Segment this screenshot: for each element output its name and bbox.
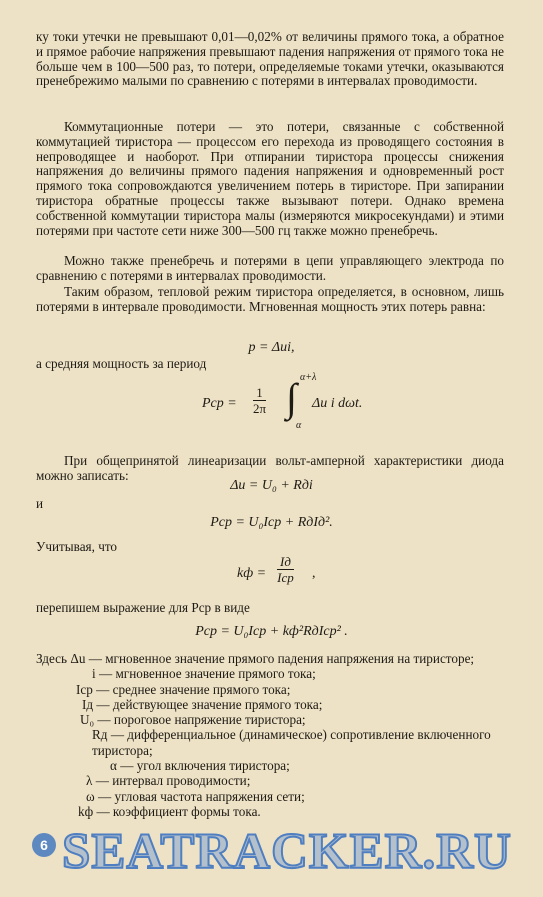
fraction-numerator: 1 (253, 385, 266, 401)
formula-form-factor-fraction (277, 554, 294, 585)
paragraph-rewrite: перепишем выражение для Pср в виде (36, 600, 250, 615)
definition-symbol: i (92, 666, 96, 682)
definition-text: — угловая частота напряжения сети; (97, 788, 305, 804)
definition-text: — коэффициент формы тока. (96, 803, 261, 819)
formula-average-power-lhs: Pср = (202, 396, 237, 411)
definition-symbol: Здесь Δu (36, 651, 86, 666)
definition-row (36, 727, 504, 758)
definition-symbol: λ (86, 773, 93, 789)
definition-symbol: U₀ (80, 712, 95, 728)
formula-average-power (0, 372, 543, 436)
definition-row (36, 682, 504, 697)
paragraph-linearization: При общепринятой линеаризации вольт-амперной характеристики диода можно записать: (36, 453, 504, 483)
fraction-denominator: Iср (277, 570, 294, 585)
formula-average-power-fraction (253, 385, 266, 416)
definition-row (36, 789, 504, 804)
definition-symbol: kф (78, 803, 94, 819)
formula-average-power-final: Pср = U₀Iср + kф²RдIср² . (195, 624, 348, 639)
definition-text: — мгновенное значение прямого тока; (98, 666, 316, 682)
definition-row (36, 773, 504, 788)
definition-row (36, 697, 504, 712)
definition-symbol: ω (86, 788, 95, 804)
formula-form-factor-tail: , (312, 566, 316, 581)
integral-sign-icon: ∫ (286, 375, 297, 420)
fraction-numerator: Iд (277, 554, 294, 570)
definition-text: — мгновенное значение прямого падения напряжения на тиристоре; (88, 651, 475, 666)
integral-upper-limit: α+λ (300, 372, 317, 383)
page-number: 6 (32, 833, 56, 857)
formula-instant-power: p = Δui, (248, 340, 295, 355)
definition-row (36, 758, 504, 773)
definition-row (36, 651, 504, 666)
definition-row (36, 804, 504, 819)
fraction-denominator: 2π (253, 401, 267, 416)
definition-symbol: Iд (82, 696, 94, 712)
paragraph-considering: Учитывая, что (36, 539, 118, 554)
definition-text: — действующее значение прямого тока; (96, 696, 323, 712)
definition-row (36, 666, 504, 681)
definition-text: — дифференциальное (динамическое) сопротивление включенного тиристора; (92, 727, 491, 758)
definition-symbol: Rд (92, 727, 108, 743)
paragraph-average-power: а средняя мощность за период (36, 356, 207, 371)
formula-voltage-drop: Δu = U₀ + Rдi (230, 478, 313, 493)
formula-average-power-linear: Pср = U₀Iср + RдIд². (210, 515, 333, 530)
definition-text: — пороговое напряжение тиристора; (97, 712, 306, 728)
definition-text: — интервал проводимости; (95, 773, 251, 789)
definition-row (36, 712, 504, 727)
formula-average-power-body: Δu i dωt. (312, 396, 363, 411)
definition-symbol: Iср (76, 681, 93, 697)
paragraph-control-electrode: Можно также пренебречь и потерями в цепи управляющего электрода по сравнению с потерями в интервалах проводимости. (36, 253, 504, 283)
paragraph-commutation: Коммутационные потери — это потери, связанные с собственной коммутацией тиристора — процессом его перехода из проводящего состояния в непроводящее и наоборот. При отпирании тиристора процессы снижения напряжения до величины прямого падения напряжения и одновременный рост прямого тока сопровождаются увеличением потерь в тиристоре. При запирании тиристора обратные процессы также вызывают потери. Однако времена собственной коммутации тиристора малы (измеряются микросекундами) и этими потерями при частоте сети ниже 300—500 гц также можно пренебречь. (36, 119, 504, 238)
paragraph-and: и (36, 496, 44, 511)
formula-form-factor (0, 553, 543, 593)
formula-form-factor-lhs: kф = (237, 566, 267, 581)
definition-text: — среднее значение прямого тока; (96, 681, 291, 697)
paragraph-leakage: ку токи утечки не превышают 0,01—0,02% от величины прямого тока, а обратное и прямое рабочие напряжения превышают падения напряжения от прямого тока не больше чем в 100—500 раз, то потери, определяемые токами утечки, оказываются пренебрежимо малыми по сравнению с потерями в интервалах проводимости. (36, 29, 504, 89)
definition-text: — угол включения тиристора; (120, 758, 290, 774)
paragraph-thermal-mode: Таким образом, тепловой режим тиристора определяется, в основном, лишь потерями в интервале проводимости. Мгновенная мощность этих потерь равна: (36, 284, 504, 314)
symbol-definitions (36, 651, 504, 819)
watermark-logo: SEATRACKER.RU (62, 824, 512, 880)
definition-symbol: α (110, 758, 117, 774)
integral-lower-limit: α (296, 420, 302, 431)
